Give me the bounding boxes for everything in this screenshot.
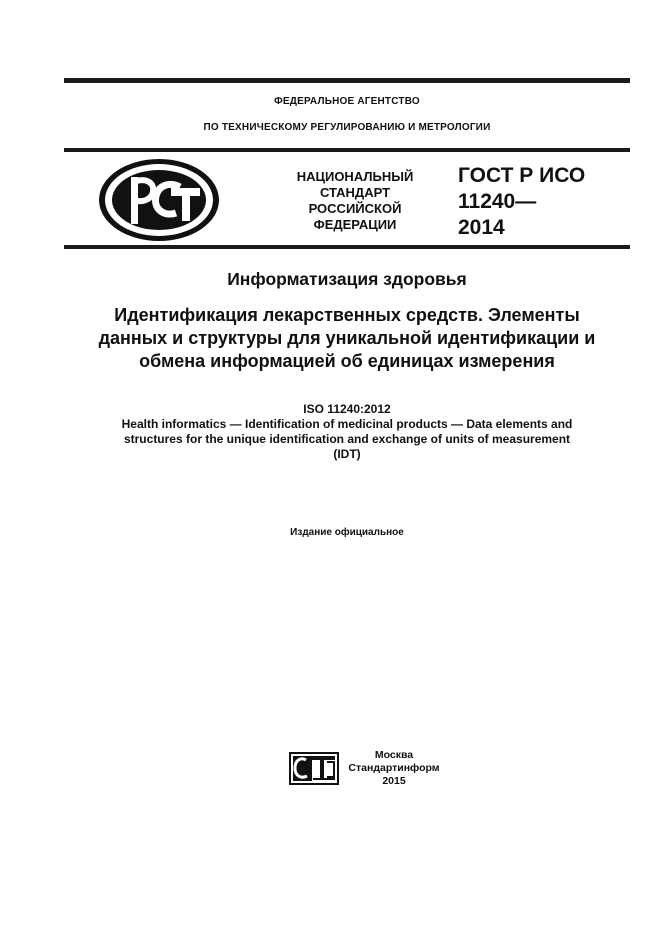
document-subtitle — [64, 304, 630, 373]
national-standard-line: РОССИЙСКОЙ — [308, 201, 402, 216]
national-standard-label — [282, 169, 428, 233]
publication-year: 2015 — [382, 775, 406, 787]
standard-designation — [458, 163, 618, 241]
subtitle-line: данных и структуры для уникальной идентификации и — [98, 328, 596, 348]
publisher-info — [342, 749, 446, 788]
iso-reference-line: ISO 11240:2012 — [303, 402, 391, 416]
national-standard-line: СТАНДАРТ — [319, 185, 391, 200]
publisher-city: Москва — [374, 749, 414, 761]
national-standard-line: НАЦИОНАЛЬНЫЙ — [296, 169, 414, 184]
designation-line: ГОСТ Р ИСО — [458, 164, 586, 187]
top-rule — [64, 78, 630, 83]
publisher-name: Стандартинформ — [348, 762, 440, 774]
iso-reference-line: structures for the unique identification and exchange of units of measurement — [123, 432, 571, 446]
rst-logo — [98, 158, 222, 242]
agency-name-line-2: ПО ТЕХНИЧЕСКОМУ РЕГУЛИРОВАНИЮ И МЕТРОЛОГИИ — [203, 122, 491, 133]
standartinform-logo-icon — [289, 752, 339, 785]
publisher-logo — [289, 752, 339, 785]
agency-name-line-1: ФЕДЕРАЛЬНОЕ АГЕНТСТВО — [274, 96, 420, 107]
subtitle-line: обмена информацией об единицах измерения — [139, 351, 555, 371]
iso-reference — [64, 402, 630, 462]
designation-line: 11240— — [458, 190, 537, 213]
subtitle-line: Идентификация лекарственных средств. Элементы — [114, 305, 580, 325]
document-title: Информатизация здоровья — [227, 269, 467, 289]
designation-line: 2014 — [458, 216, 505, 239]
official-edition-label: Издание официальное — [290, 527, 404, 538]
standard-box-top-rule — [64, 148, 630, 152]
iso-reference-line: (IDT) — [333, 447, 361, 461]
national-standard-line: ФЕДЕРАЦИИ — [313, 217, 397, 232]
iso-reference-line: Health informatics — Identification of medicinal products — Data elements and — [121, 417, 573, 431]
rst-circle-logo-icon — [98, 158, 222, 242]
standard-box-bottom-rule — [64, 245, 630, 249]
